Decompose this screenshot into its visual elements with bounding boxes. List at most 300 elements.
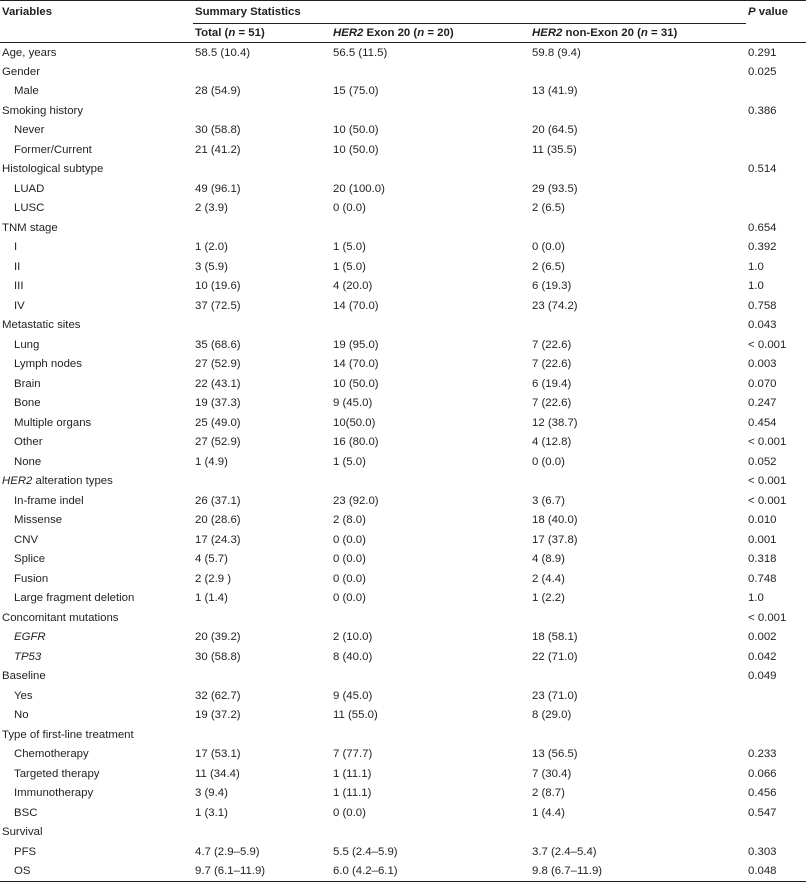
cell-exon20 — [331, 218, 530, 238]
cell-total: 30 (58.8) — [195, 650, 241, 663]
table-row — [0, 803, 806, 823]
cell-p-value: 0.052 — [748, 455, 777, 468]
row-label-text: BSC — [14, 806, 38, 819]
cell-p-value: 1.0 — [748, 280, 764, 293]
row-label-text: Baseline — [2, 670, 46, 683]
row-label — [0, 296, 193, 316]
cell-p-value: 0.233 — [748, 748, 777, 761]
header-non-exon20 — [530, 24, 746, 43]
cell-p-value: 0.547 — [748, 806, 777, 819]
cell-p-value: < 0.001 — [748, 475, 787, 488]
cell-non-exon20: 23 (71.0) — [532, 689, 578, 702]
row-label — [0, 413, 193, 433]
row-label-text: HER2 — [2, 475, 33, 488]
cell-non-exon20: 2 (4.4) — [532, 572, 565, 585]
row-label-text: OS — [14, 865, 31, 877]
row-label-rest: alteration types — [32, 475, 113, 488]
cell-total — [193, 608, 331, 628]
header-non-exon20-mid: non-Exon 20 ( — [562, 27, 641, 39]
cell-non-exon20: 22 (71.0) — [532, 650, 578, 663]
row-label-text: Multiple organs — [14, 416, 92, 429]
row-label-text: III — [14, 280, 24, 293]
cell-exon20 — [331, 62, 530, 82]
cell-p-value: 0.042 — [748, 650, 777, 663]
cell-total: 3 (9.4) — [195, 787, 228, 800]
cell-exon20: 1 (11.1) — [333, 767, 372, 780]
table-row — [0, 589, 806, 609]
row-label-text: IV — [14, 299, 25, 312]
cell-p-value: 0.070 — [748, 377, 777, 390]
table-row — [0, 608, 806, 628]
cell-p-value: < 0.001 — [748, 494, 787, 507]
row-label — [0, 608, 193, 628]
row-label — [0, 82, 193, 102]
cell-exon20: 8 (40.0) — [333, 650, 373, 663]
row-label-text: Fusion — [14, 572, 49, 585]
cell-non-exon20: 7 (22.6) — [532, 358, 572, 371]
cell-exon20: 56.5 (11.5) — [333, 46, 388, 59]
table-row — [0, 472, 806, 492]
row-label-text: II — [14, 260, 21, 273]
cell-non-exon20: 6 (19.3) — [532, 280, 572, 293]
row-label-text: Type of first-line treatment — [2, 728, 134, 741]
header-blank-p — [746, 24, 806, 43]
cell-total: 32 (62.7) — [195, 689, 241, 702]
cell-exon20: 1 (5.0) — [333, 455, 366, 468]
cell-exon20: 2 (8.0) — [333, 514, 366, 527]
table-row — [0, 121, 806, 141]
cell-p-value: 0.514 — [748, 163, 777, 176]
header-variables: Variables — [2, 6, 53, 19]
cell-p-value — [746, 706, 806, 726]
row-label — [0, 569, 193, 589]
cell-non-exon20 — [530, 316, 746, 336]
row-label — [0, 433, 193, 453]
header-non-exon20-n: n — [640, 27, 648, 39]
cell-p-value — [746, 686, 806, 706]
header-p-letter: P — [748, 6, 756, 19]
table-row — [0, 257, 806, 277]
cell-non-exon20: 7 (22.6) — [532, 397, 572, 410]
row-label — [0, 745, 193, 765]
table-row — [0, 569, 806, 589]
cell-non-exon20 — [530, 101, 746, 121]
header-total-n: n — [228, 27, 236, 39]
cell-non-exon20: 20 (64.5) — [532, 124, 578, 137]
cell-p-value — [746, 823, 806, 843]
cell-total: 3 (5.9) — [195, 260, 228, 273]
row-label-text: Survival — [2, 826, 43, 839]
table-row — [0, 745, 806, 765]
cell-exon20: 1 (5.0) — [333, 260, 366, 273]
cell-total: 20 (39.2) — [195, 631, 241, 644]
cell-non-exon20: 6 (19.4) — [532, 377, 572, 390]
header-blank — [0, 24, 193, 43]
row-label-text: Immunotherapy — [14, 787, 94, 800]
row-label — [0, 647, 193, 667]
table-row — [0, 706, 806, 726]
cell-p-value: 0.043 — [748, 319, 777, 332]
cell-total: 21 (41.2) — [195, 143, 241, 156]
row-label-text: Never — [14, 124, 45, 137]
cell-p-value: 0.010 — [748, 514, 777, 527]
cell-non-exon20: 12 (38.7) — [532, 416, 578, 429]
cell-p-value: 0.454 — [748, 416, 777, 429]
row-label-text: LUSC — [14, 202, 45, 215]
table-row — [0, 374, 806, 394]
cell-non-exon20: 3 (6.7) — [532, 494, 565, 507]
cell-non-exon20: 7 (30.4) — [532, 767, 572, 780]
header-total — [193, 24, 331, 43]
cell-exon20 — [331, 667, 530, 687]
cell-non-exon20 — [530, 62, 746, 82]
cell-exon20: 6.0 (4.2–6.1) — [333, 865, 398, 877]
row-label — [0, 62, 193, 82]
cell-non-exon20: 0 (0.0) — [532, 241, 565, 254]
cell-total: 19 (37.2) — [195, 709, 241, 722]
table-row — [0, 296, 806, 316]
cell-total: 1 (1.4) — [195, 592, 228, 605]
row-label-text: Lymph nodes — [14, 358, 82, 371]
cell-non-exon20: 59.8 (9.4) — [532, 46, 581, 59]
cell-total: 25 (49.0) — [195, 416, 241, 429]
row-label — [0, 706, 193, 726]
header-exon20-post: = 20) — [424, 27, 454, 39]
cell-p-value: 0.303 — [748, 845, 777, 858]
cell-exon20: 11 (55.0) — [333, 709, 378, 722]
cell-p-value: 1.0 — [748, 592, 764, 605]
header-p-value-text: value — [755, 6, 788, 19]
cell-p-value: 0.025 — [748, 65, 777, 78]
table-row — [0, 394, 806, 414]
row-label-text: No — [14, 709, 29, 722]
cell-p-value — [746, 140, 806, 160]
cell-non-exon20: 11 (35.5) — [532, 143, 577, 156]
cell-total — [193, 823, 331, 843]
row-label — [0, 160, 193, 180]
cell-total — [193, 218, 331, 238]
cell-non-exon20: 4 (8.9) — [532, 553, 565, 566]
cell-total: 30 (58.8) — [195, 124, 241, 137]
cell-total — [193, 160, 331, 180]
row-label — [0, 335, 193, 355]
cell-p-value: 0.318 — [748, 553, 777, 566]
cell-total: 49 (96.1) — [195, 182, 241, 195]
table-row — [0, 686, 806, 706]
table-row — [0, 277, 806, 297]
cell-exon20: 10 (50.0) — [333, 124, 379, 137]
cell-total: 20 (28.6) — [195, 514, 241, 527]
cell-exon20: 23 (92.0) — [333, 494, 379, 507]
cell-non-exon20: 29 (93.5) — [532, 182, 578, 195]
row-label-text: In-frame indel — [14, 494, 84, 507]
table-row — [0, 725, 806, 745]
cell-non-exon20: 18 (58.1) — [532, 631, 578, 644]
cell-non-exon20: 2 (8.7) — [532, 787, 565, 800]
cell-non-exon20: 13 (56.5) — [532, 748, 578, 761]
cell-exon20 — [331, 160, 530, 180]
row-label-text: I — [14, 241, 18, 254]
cell-exon20: 0 (0.0) — [333, 592, 366, 605]
cell-p-value: 0.003 — [748, 358, 777, 371]
cell-non-exon20: 7 (22.6) — [532, 338, 572, 351]
table-row — [0, 647, 806, 667]
cell-total: 2 (2.9 ) — [195, 572, 232, 585]
row-label — [0, 199, 193, 219]
table-row — [0, 335, 806, 355]
cell-p-value: 1.0 — [748, 260, 764, 273]
cell-non-exon20: 8 (29.0) — [532, 709, 572, 722]
table-row — [0, 160, 806, 180]
header-exon20-n: n — [417, 27, 425, 39]
cell-p-value — [746, 82, 806, 102]
cell-p-value: 0.048 — [748, 865, 777, 877]
cell-p-value: < 0.001 — [748, 338, 787, 351]
cell-total: 37 (72.5) — [195, 299, 241, 312]
cell-p-value: 0.291 — [748, 46, 777, 59]
table-row — [0, 179, 806, 199]
cell-p-value: 0.758 — [748, 299, 777, 312]
cell-exon20: 10 (50.0) — [333, 143, 379, 156]
cell-exon20 — [331, 608, 530, 628]
table-row — [0, 140, 806, 160]
table-row — [0, 511, 806, 531]
table-row — [0, 491, 806, 511]
row-label-text: LUAD — [14, 182, 45, 195]
cell-total — [193, 472, 331, 492]
cell-exon20: 9 (45.0) — [333, 397, 373, 410]
row-label-text: Smoking history — [2, 104, 84, 117]
cell-non-exon20: 2 (6.5) — [532, 260, 565, 273]
cell-total — [193, 667, 331, 687]
cell-total: 1 (4.9) — [195, 455, 228, 468]
row-label-text: Male — [14, 85, 39, 98]
cell-non-exon20 — [530, 725, 746, 745]
cell-p-value — [746, 725, 806, 745]
row-label — [0, 784, 193, 804]
table-body — [0, 43, 806, 882]
cell-p-value: 0.002 — [748, 631, 777, 644]
cell-p-value: 0.247 — [748, 397, 777, 410]
table-row — [0, 43, 806, 63]
row-label-text: Gender — [2, 65, 40, 78]
cell-p-value: 0.001 — [748, 533, 777, 546]
header-total-pre: Total ( — [195, 27, 229, 39]
cell-exon20: 10 (50.0) — [333, 377, 379, 390]
row-label-text: Lung — [14, 338, 40, 351]
row-label — [0, 686, 193, 706]
table-row — [0, 355, 806, 375]
cell-p-value — [746, 179, 806, 199]
row-label-text: Targeted therapy — [14, 767, 100, 780]
header-exon20 — [331, 24, 530, 43]
row-label-text: None — [14, 455, 42, 468]
cell-non-exon20: 2 (6.5) — [532, 202, 565, 215]
cell-non-exon20 — [530, 608, 746, 628]
row-label — [0, 374, 193, 394]
cell-exon20: 1 (11.1) — [333, 787, 372, 800]
table-row — [0, 667, 806, 687]
header-total-post: = 51) — [235, 27, 265, 39]
row-label — [0, 511, 193, 531]
cell-exon20: 0 (0.0) — [333, 202, 366, 215]
table-row — [0, 764, 806, 784]
row-label — [0, 530, 193, 550]
cell-non-exon20: 4 (12.8) — [532, 436, 572, 449]
cell-non-exon20 — [530, 823, 746, 843]
row-label — [0, 121, 193, 141]
table-row — [0, 842, 806, 862]
cell-non-exon20: 18 (40.0) — [532, 514, 578, 527]
cell-total: 4 (5.7) — [195, 553, 228, 566]
cell-exon20: 15 (75.0) — [333, 85, 379, 98]
row-label-text: Large fragment deletion — [14, 592, 135, 605]
cell-exon20: 10(50.0) — [333, 416, 376, 429]
cell-total — [193, 101, 331, 121]
cell-exon20 — [331, 472, 530, 492]
cell-exon20: 9 (45.0) — [333, 689, 373, 702]
cell-total: 58.5 (10.4) — [195, 46, 251, 59]
row-label-text: Concomitant mutations — [2, 611, 119, 624]
cell-non-exon20: 13 (41.9) — [532, 85, 578, 98]
header-non-exon20-gene: HER2 — [532, 27, 563, 39]
cell-non-exon20: 1 (2.2) — [532, 592, 565, 605]
cell-exon20: 0 (0.0) — [333, 806, 366, 819]
cell-non-exon20: 9.8 (6.7–11.9) — [532, 865, 603, 877]
header-non-exon20-post: = 31) — [647, 27, 678, 39]
cell-non-exon20 — [530, 667, 746, 687]
row-label-text: Age, years — [2, 46, 57, 59]
table-row — [0, 862, 806, 882]
cell-p-value: 0.066 — [748, 767, 777, 780]
row-label — [0, 667, 193, 687]
cell-total: 27 (52.9) — [195, 436, 241, 449]
cell-total: 35 (68.6) — [195, 338, 241, 351]
row-label-text: EGFR — [14, 631, 46, 644]
cell-non-exon20: 0 (0.0) — [532, 455, 565, 468]
row-label — [0, 628, 193, 648]
row-label — [0, 842, 193, 862]
table-row — [0, 238, 806, 258]
row-label-text: Other — [14, 436, 43, 449]
row-label-text: Missense — [14, 514, 63, 527]
cell-total: 27 (52.9) — [195, 358, 241, 371]
cell-exon20 — [331, 316, 530, 336]
cell-non-exon20: 3.7 (2.4–5.4) — [532, 845, 597, 858]
header-row-2 — [0, 24, 806, 43]
cell-total: 2 (3.9) — [195, 202, 228, 215]
cell-total — [193, 62, 331, 82]
table-row — [0, 433, 806, 453]
row-label-text: Histological subtype — [2, 163, 104, 176]
header-p-value — [746, 1, 806, 24]
row-label-text: TP53 — [14, 650, 42, 663]
row-label-text: Former/Current — [14, 143, 92, 156]
cell-p-value: 0.049 — [748, 670, 777, 683]
cell-non-exon20 — [530, 472, 746, 492]
row-label-text: Brain — [14, 377, 41, 390]
cell-exon20: 0 (0.0) — [333, 572, 366, 585]
header-exon20-gene: HER2 — [333, 27, 364, 39]
cell-exon20: 2 (10.0) — [333, 631, 373, 644]
row-label — [0, 355, 193, 375]
row-label-text: Chemotherapy — [14, 748, 89, 761]
cell-exon20 — [331, 101, 530, 121]
cell-p-value: 0.386 — [748, 104, 777, 117]
cell-p-value: 0.654 — [748, 221, 777, 234]
row-label-text: PFS — [14, 845, 37, 858]
row-label — [0, 218, 193, 238]
table-row — [0, 452, 806, 472]
cell-total: 9.7 (6.1–11.9) — [195, 865, 266, 877]
cell-exon20: 20 (100.0) — [333, 182, 385, 195]
cell-exon20: 4 (20.0) — [333, 280, 373, 293]
cell-exon20: 14 (70.0) — [333, 299, 379, 312]
row-label — [0, 101, 193, 121]
cell-total: 28 (54.9) — [195, 85, 241, 98]
row-label — [0, 472, 193, 492]
cell-p-value — [746, 121, 806, 141]
cell-total: 22 (43.1) — [195, 377, 241, 390]
row-label — [0, 257, 193, 277]
cell-non-exon20: 1 (4.4) — [532, 806, 565, 819]
table-row — [0, 628, 806, 648]
row-label — [0, 823, 193, 843]
cell-p-value: 0.456 — [748, 787, 777, 800]
row-label — [0, 140, 193, 160]
table-row — [0, 823, 806, 843]
row-label-text: Yes — [14, 689, 33, 702]
cell-total: 10 (19.6) — [195, 280, 241, 293]
row-label-text: CNV — [14, 533, 39, 546]
row-label — [0, 862, 193, 882]
row-label — [0, 550, 193, 570]
cell-exon20: 0 (0.0) — [333, 533, 366, 546]
cell-total: 1 (2.0) — [195, 241, 228, 254]
row-label — [0, 725, 193, 745]
cell-exon20: 7 (77.7) — [333, 748, 373, 761]
cell-total: 11 (34.4) — [195, 767, 240, 780]
row-label — [0, 491, 193, 511]
cell-p-value: 0.392 — [748, 241, 777, 254]
cell-p-value — [746, 199, 806, 219]
cell-p-value: 0.748 — [748, 572, 777, 585]
cell-non-exon20: 23 (74.2) — [532, 299, 578, 312]
row-label — [0, 394, 193, 414]
cell-total: 4.7 (2.9–5.9) — [195, 845, 260, 858]
row-label — [0, 277, 193, 297]
cell-non-exon20 — [530, 160, 746, 180]
cell-exon20 — [331, 725, 530, 745]
cell-exon20: 16 (80.0) — [333, 436, 379, 449]
cell-p-value: < 0.001 — [748, 436, 787, 449]
row-label — [0, 764, 193, 784]
table-row — [0, 82, 806, 102]
row-label-text: Splice — [14, 553, 46, 566]
cell-exon20: 5.5 (2.4–5.9) — [333, 845, 398, 858]
cell-non-exon20: 17 (37.8) — [532, 533, 578, 546]
table-row — [0, 218, 806, 238]
row-label — [0, 589, 193, 609]
cell-exon20: 14 (70.0) — [333, 358, 379, 371]
row-label — [0, 238, 193, 258]
row-label-text: Metastatic sites — [2, 319, 81, 332]
cell-total — [193, 725, 331, 745]
cell-total: 17 (53.1) — [195, 748, 241, 761]
cell-exon20: 1 (5.0) — [333, 241, 366, 254]
table-row — [0, 199, 806, 219]
cell-p-value: < 0.001 — [748, 611, 787, 624]
